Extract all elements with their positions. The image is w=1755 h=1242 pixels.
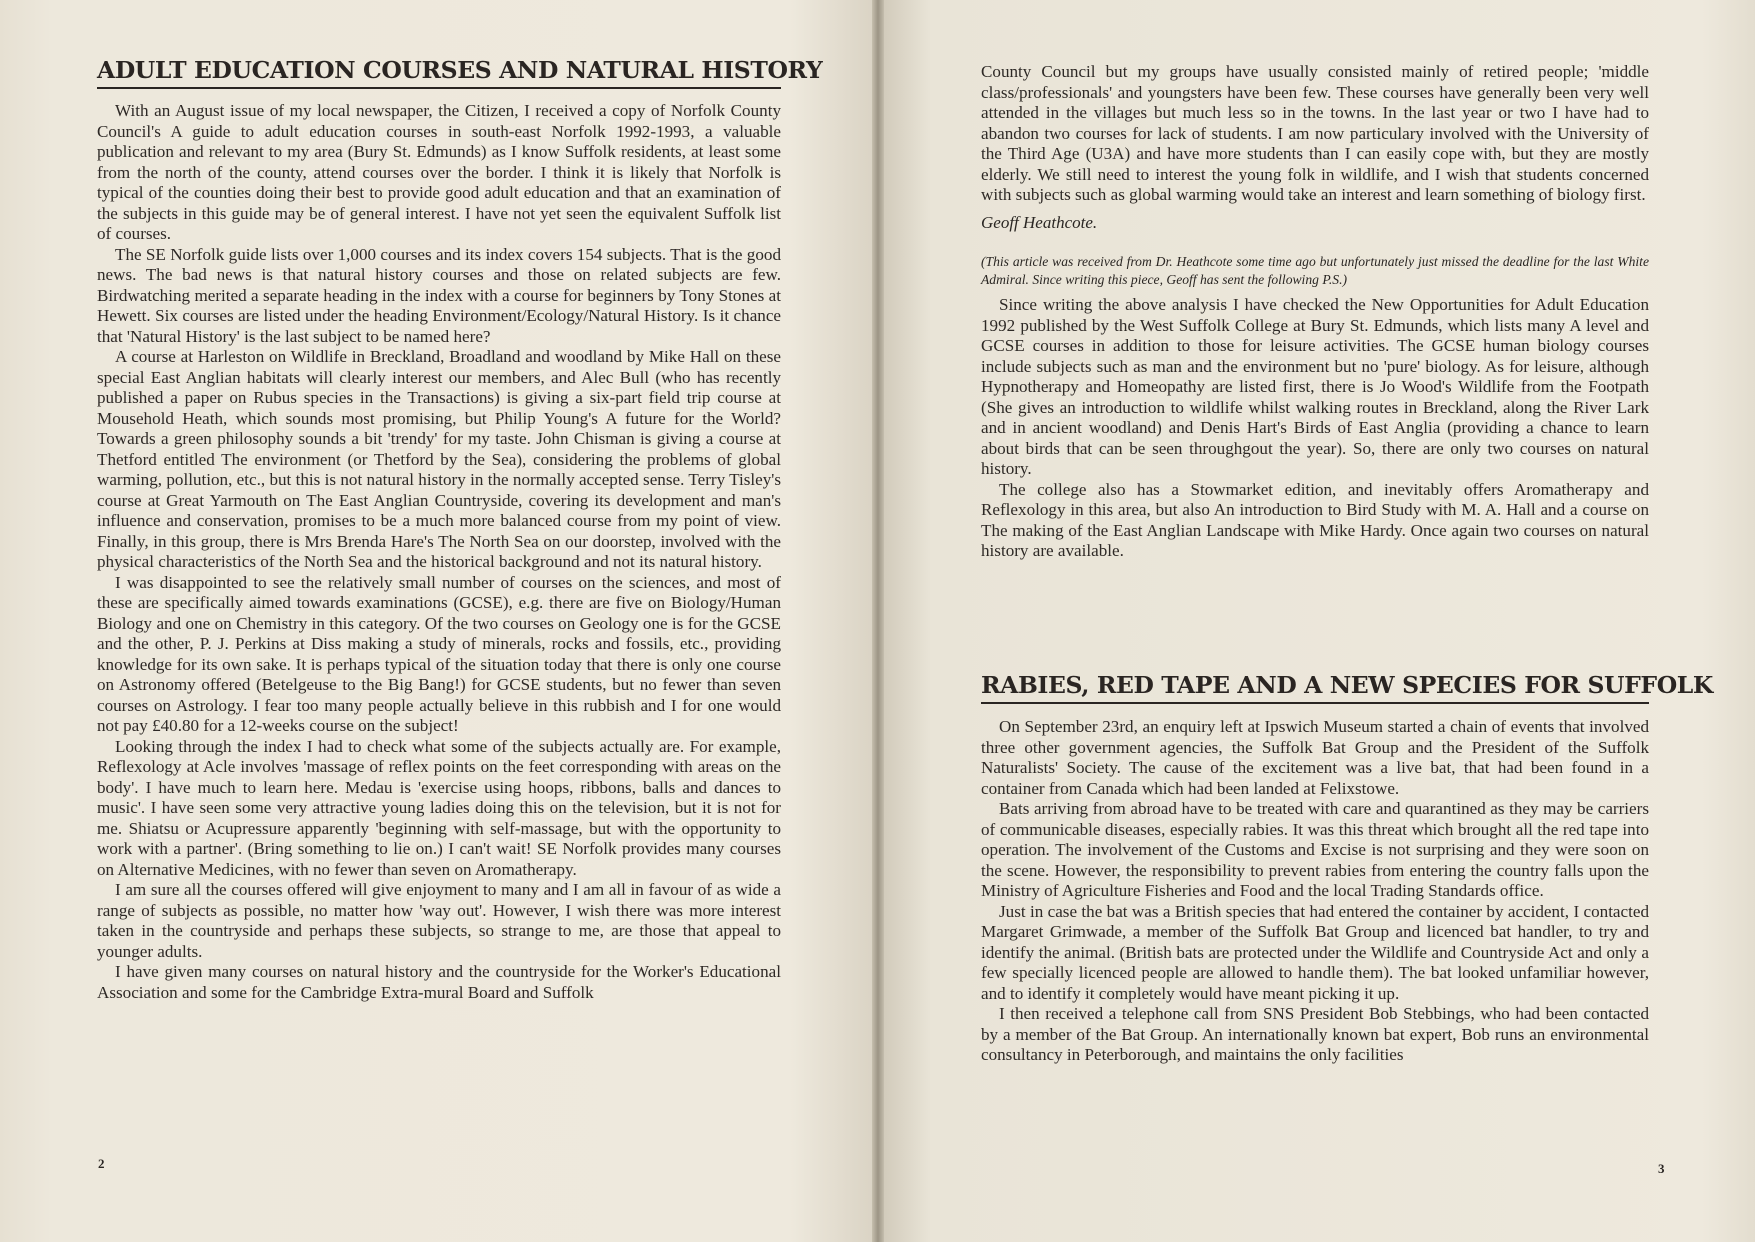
article-paragraph: I have given many courses on natural history and the countryside for the Worker's Educational Association and some for the Cambridge Extra-mural Board and Suffolk — [97, 962, 781, 1002]
ps-paragraph: The college also has a Stowmarket edition, and inevitably offers Aromatherapy and Reflexology in this area, but also An introduction to Bird Study with M. A. Hall and a course on The making of the East Anglian Landscape with Mike Hardy. Once again two courses on natural history are available. — [981, 479, 1649, 560]
page-number: 2 — [98, 1156, 105, 1171]
article-paragraph: Bats arriving from abroad have to be treated with care and quarantined as they may be carriers of communicable diseases, especially rabies. It was this threat which brought all the red tape into operation. The involvement of the Customs and Excise is not surprising and they were soon on the scene. However, the responsibility to prevent rabies from entering the country falls upon the Ministry of Agriculture Fisheries and Food and the local Trading Standards office. — [981, 799, 1649, 900]
editor-note: (This article was received from Dr. Heathcote some time ago but unfortunately just missed the deadline for the last White Admiral. Since writing this piece, Geoff has sent the following P.S.) — [981, 254, 1649, 287]
article-paragraph: I was disappointed to see the relatively small number of courses on the sciences, and most of these are specifically aimed towards examinations (GCSE), e.g. there are five on Biology/Human Biology and one on Chemistry in this category. Of the two courses on Geology one is for the GCSE and the other, P. J. Perkins at Diss making a study of minerals, rocks and fossils, etc., providing knowledge for its own sake. It is perhaps typical of the situation today that there is only one course on Astronomy offered (Betelgeuse to the Big Bang!) for GCSE students, but no fewer than seven courses on Astrology. I fear too many people actually believe in this rubbish and I for one would not pay £40.80 for a 12-weeks course on the subject! — [97, 572, 781, 735]
right-page — [878, 0, 1755, 1242]
article-title: ADULT EDUCATION COURSES AND NATURAL HISTORY — [97, 56, 781, 89]
right-column — [981, 62, 1649, 562]
article-paragraph: With an August issue of my local newspaper, the Citizen, I received a copy of Norfolk County Council's A guide to adult education courses in south-east Norfolk 1992-1993, a valuable publication and relevant to my area (Bury St. Edmunds) as I know Suffolk residents, at least some from the north of the county, attend courses over the border. I think it is likely that Norfolk is typical of the counties doing their best to provide good adult education and that an examination of the subjects in this guide may be of general interest. I have not yet seen the equivalent Suffolk list of courses. — [97, 101, 781, 243]
continued-paragraph: County Council but my groups have usually consisted mainly of retired people; 'middle class/professionals' and youngsters have been few. These courses have generally been very well attended in the villages but much less so in the towns. In the last year or two I have had to abandon two courses for lack of students. I am now particulary involved with the University of the Third Age (U3A) and have more students than I can easily cope with, but they are mostly elderly. We still need to interest the young folk in wildlife, and I wish that students concerned with subjects such as global warming would take an interest and learn something of biology first. — [981, 62, 1649, 204]
article-paragraph: Just in case the bat was a British species that had entered the container by accident, I contacted Margaret Grimwade, a member of the Suffolk Bat Group and licenced bat handler, to try and identify the animal. (British bats are protected under the Wildlife and Countryside Act and only a few specially licenced people are allowed to handle them). The bat looked unfamiliar however, and to identify it completely would have meant picking it up. — [981, 901, 1649, 1003]
left-column — [97, 56, 823, 1003]
book-gutter — [872, 0, 884, 1242]
article-paragraph: A course at Harleston on Wildlife in Breckland, Broadland and woodland by Mike Hall on these special East Anglian habitats will clearly interest our members, and Alec Bull (who has recently published a paper on Rubus species in the Transactions) is giving a six-part field trip course at Mousehold Heath, which sounds most promising, but Philip Young's A future for the World? Towards a green philosophy sounds a bit 'trendy' for my taste. John Chisman is giving a course at Thetford entitled The environment (or Thetford by the Sea), considering the problems of global warming, pollution, etc., but this is not natural history in the normally accepted sense. Terry Tisley's course at Great Yarmouth on The East Anglian Countryside, covering its development and man's influence and conservation, promises to be a much more balanced course from my point of view. Finally, in this group, there is Mrs Brenda Hare's The North Sea on our doorstep, involved with the physical characteristics of the North Sea and the historical background and not its natural history. — [97, 347, 781, 571]
rabies-article — [981, 671, 1713, 1066]
article-paragraph: On September 23rd, an enquiry left at Ipswich Museum started a chain of events that involved three other government agencies, the Suffolk Bat Group and the President of the Suffolk Naturalists' Society. The cause of the excitement was a live bat, that had been found in a container from Canada which had been landed at Felixstowe. — [981, 717, 1649, 798]
article-paragraph: Looking through the index I had to check what some of the subjects actually are. For example, Reflexology at Acle involves 'massage of reflex points on the feet corresponding with areas on the body'. I have much to learn here. Medau is 'exercise using hoops, ribbons, balls and dances to music'. I have seen some very attractive young ladies doing this on the television, but it is not for me. Shiatsu or Acupressure apparently 'beginning with self-massage, but with the opportunity to work with a partner'. (Bring something to lie on.) I can't wait! SE Norfolk provides many courses on Alternative Medicines, with no fewer than seven on Aromatherapy. — [97, 736, 781, 879]
article-paragraph: The SE Norfolk guide lists over 1,000 courses and its index covers 154 subjects. That is the good news. The bad news is that natural history courses and those on related subjects are few. Birdwatching merited a separate heading in the index with a course for beginners by Tony Stones at Hewett. Six courses are listed under the heading Environment/Ecology/Natural History. Is it chance that 'Natural History' is the last subject to be named here? — [97, 244, 781, 346]
article-paragraph: I am sure all the courses offered will give enjoyment to many and I am all in favour of as wide a range of subjects as possible, no matter how 'way out'. However, I wish there was more interest taken in the countryside and perhaps these subjects, so strange to me, are those that appeal to younger adults. — [97, 880, 781, 961]
ps-paragraph: Since writing the above analysis I have checked the New Opportunities for Adult Education 1992 published by the West Suffolk College at Bury St. Edmunds, which lists many A level and GCSE courses in addition to those for leisure activities. The GCSE human biology courses include subjects such as man and the environment but no 'pure' biology. As for leisure, although Hypnotherapy and Homeopathy are listed first, there is Jo Wood's Wildlife from the Footpath (She gives an introduction to wildlife whilst walking routes in Breckland, along the River Lark and in ancient woodland) and Denis Hart's Birds of East Anglia (providing a chance to learn about birds that can be seen throughgout the year). So, there are only two courses on natural history. — [981, 295, 1649, 478]
author-signature: Geoff Heathcote. — [981, 212, 1098, 232]
page-number: 3 — [1658, 1161, 1665, 1176]
article-paragraph: I then received a telephone call from SNS President Bob Stebbings, who had been contacted by a member of the Bat Group. An internationally known bat expert, Bob runs an environmental consultancy in Peterborough, and maintains the only facilities — [981, 1004, 1649, 1064]
article-title: RABIES, RED TAPE AND A NEW SPECIES FOR SUFFOLK — [981, 671, 1649, 704]
